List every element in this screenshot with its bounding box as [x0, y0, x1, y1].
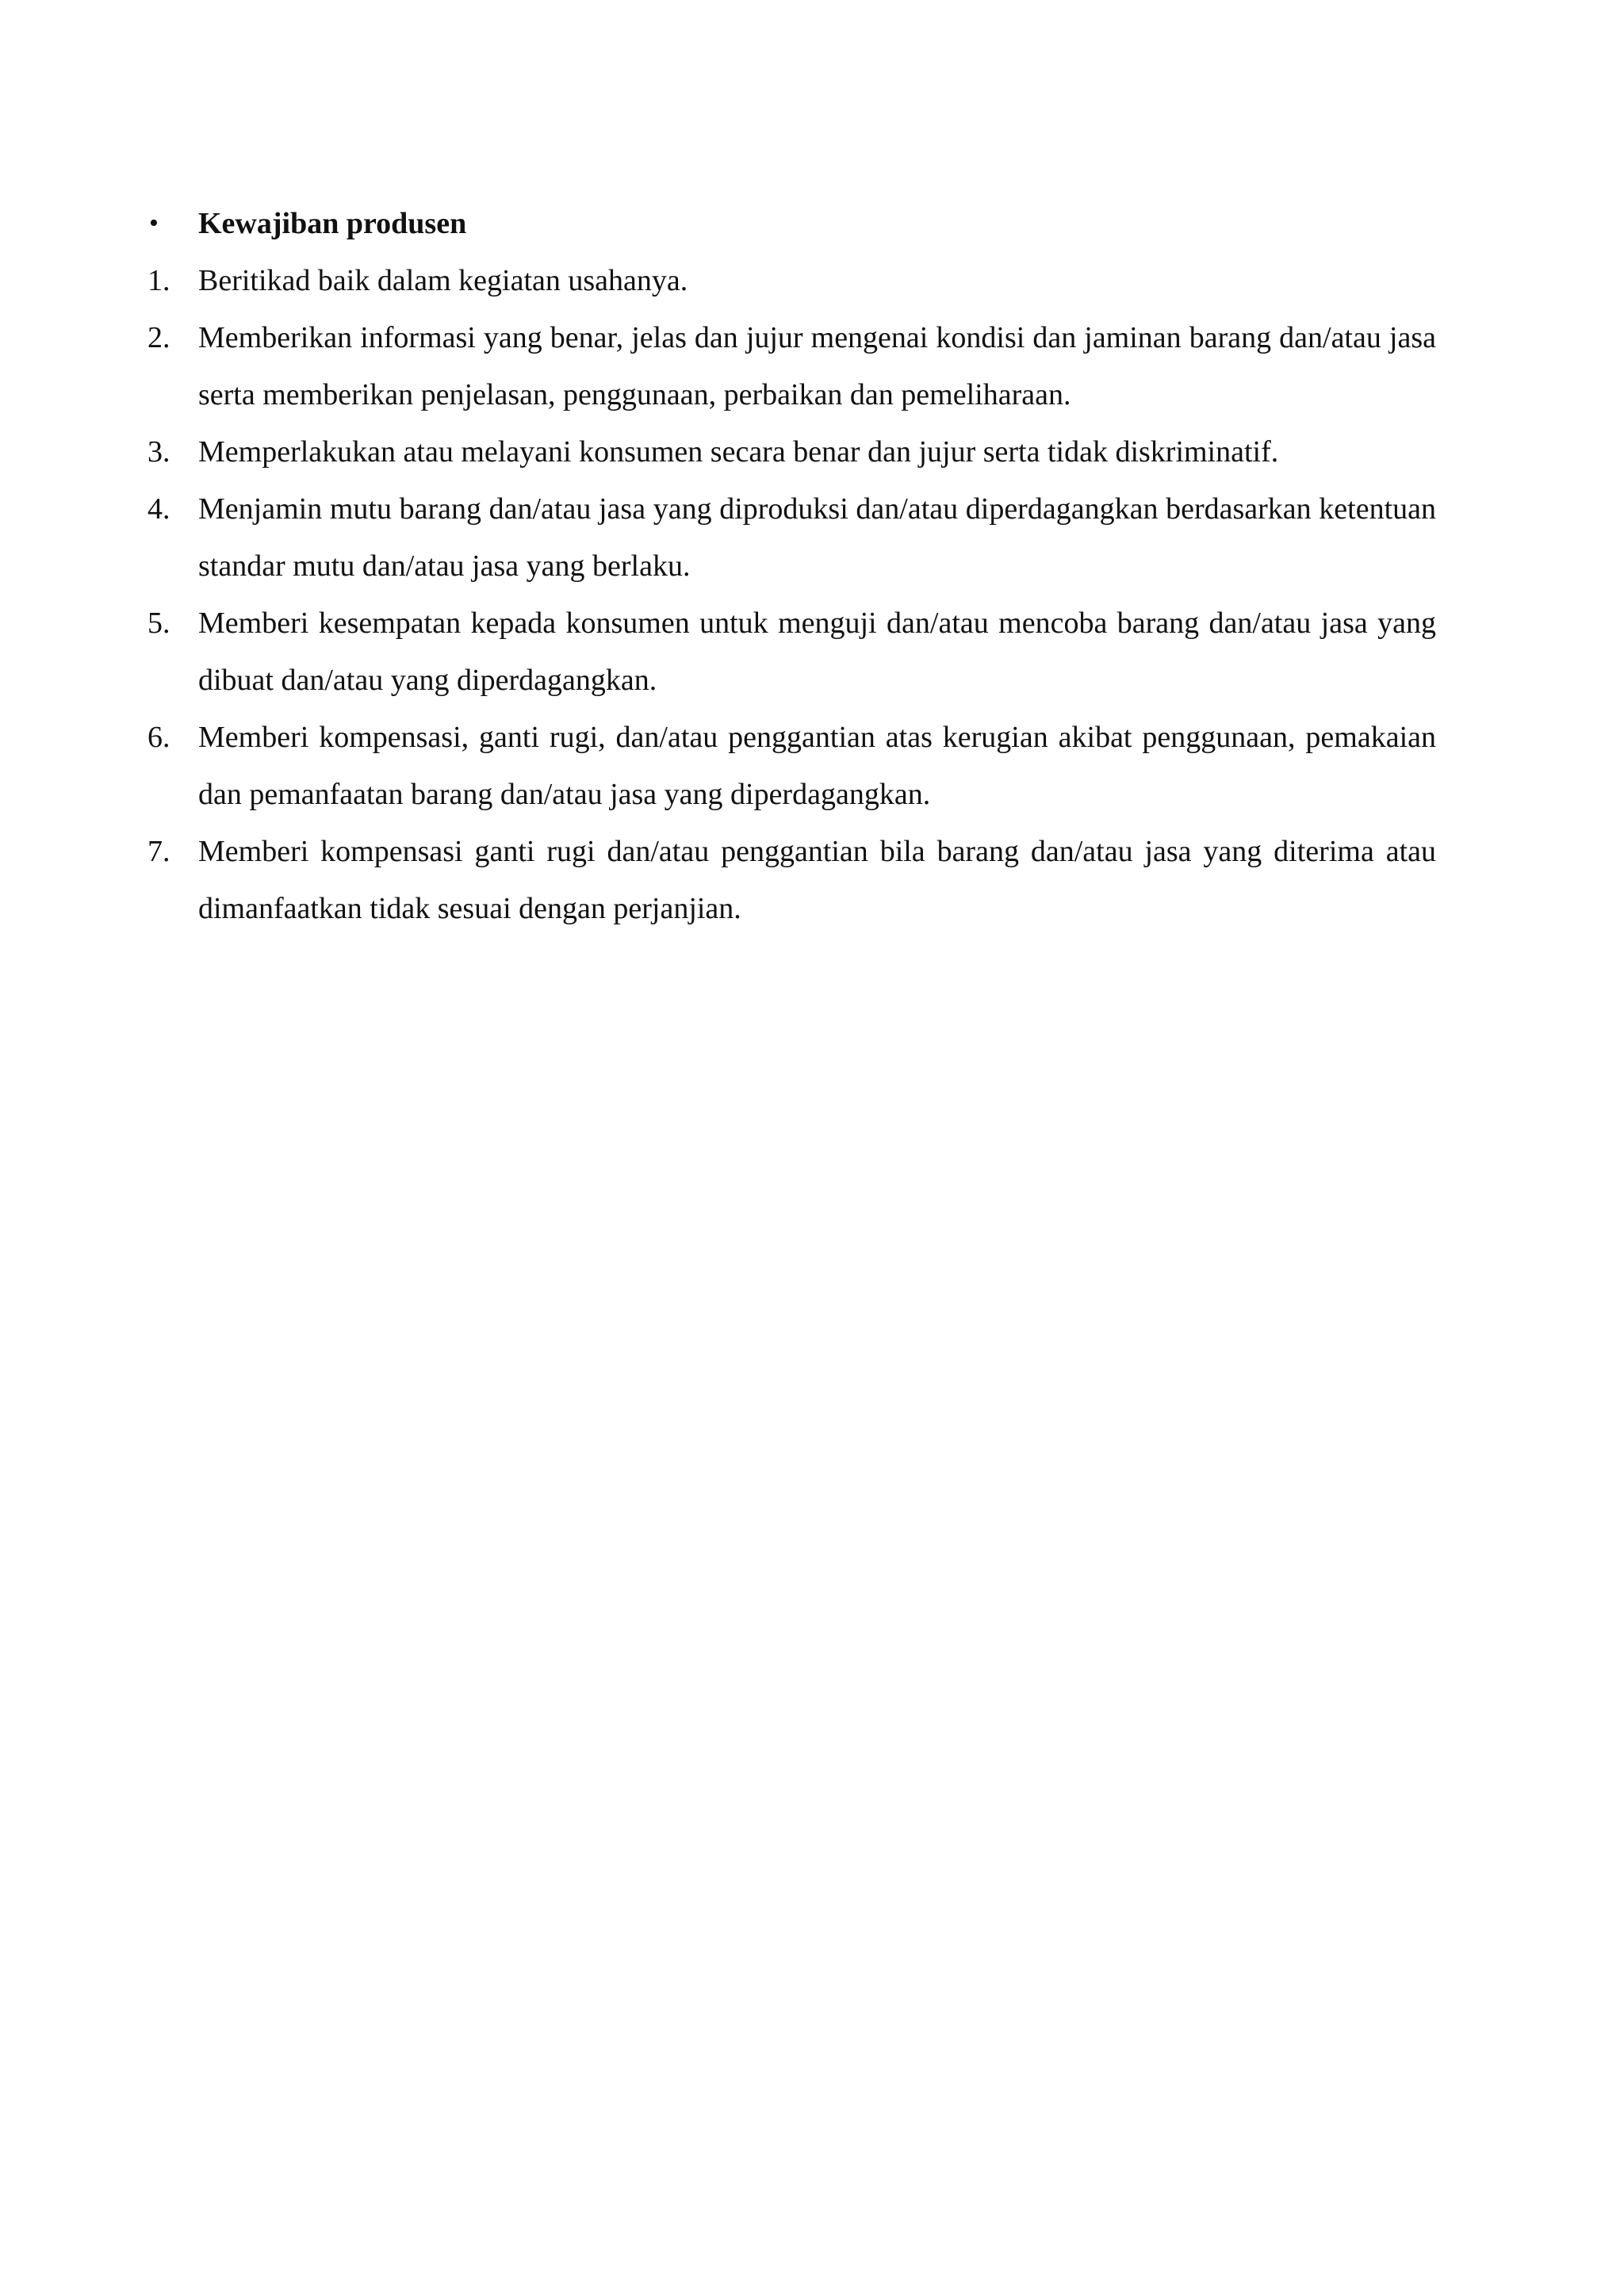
list-item-number: 3. [147, 435, 170, 469]
list-item-7 [147, 823, 1436, 937]
list-item-text: Memberikan informasi yang benar, jelas dan jujur mengenai kondisi dan jaminan barang dan/atau jasa serta memberikan penjelasan, penggunaan, perbaikan dan pemeliharaan. [198, 321, 1436, 411]
list-item-text: Memberi kesempatan kepada konsumen untuk menguji dan/atau mencoba barang dan/atau jasa yang dibuat dan/atau yang diperdagangkan. [198, 607, 1436, 697]
list-item-text: Menjamin mutu barang dan/atau jasa yang diproduksi dan/atau diperdagangkan berdasarkan ketentuan standar mutu dan/atau jasa yang berlaku. [198, 492, 1436, 583]
list-item-3 [147, 423, 1436, 480]
list-item-number: 7. [147, 835, 170, 868]
list-item-6 [147, 709, 1436, 823]
section-heading [147, 195, 1436, 252]
list-item-text: Memberi kompensasi, ganti rugi, dan/atau penggantian atas kerugian akibat penggunaan, pemakaian dan pemanfaatan barang dan/atau jasa yang diperdagangkan. [198, 721, 1436, 811]
document-content [147, 195, 1436, 937]
list-item-text: Memberi kompensasi ganti rugi dan/atau penggantian bila barang dan/atau jasa yang diterima atau dimanfaatkan tidak sesuai dengan perjanjian. [198, 835, 1436, 925]
list-item-number: 1. [147, 264, 170, 297]
list-item-number: 6. [147, 721, 170, 754]
list-item-number: 4. [147, 492, 170, 526]
list-item-text: Beritikad baik dalam kegiatan usahanya. [198, 264, 688, 297]
list-item-1 [147, 252, 1436, 309]
list-item-text: Memperlakukan atau melayani konsumen secara benar dan jujur serta tidak diskriminatif. [198, 435, 1279, 469]
list-item-number: 5. [147, 607, 170, 640]
list-item-2 [147, 309, 1436, 423]
list-item-4 [147, 480, 1436, 595]
bullet-icon: • [149, 209, 159, 238]
list-item-5 [147, 595, 1436, 709]
list-item-number: 2. [147, 321, 170, 354]
section-heading-text: Kewajiban produsen [198, 207, 467, 240]
